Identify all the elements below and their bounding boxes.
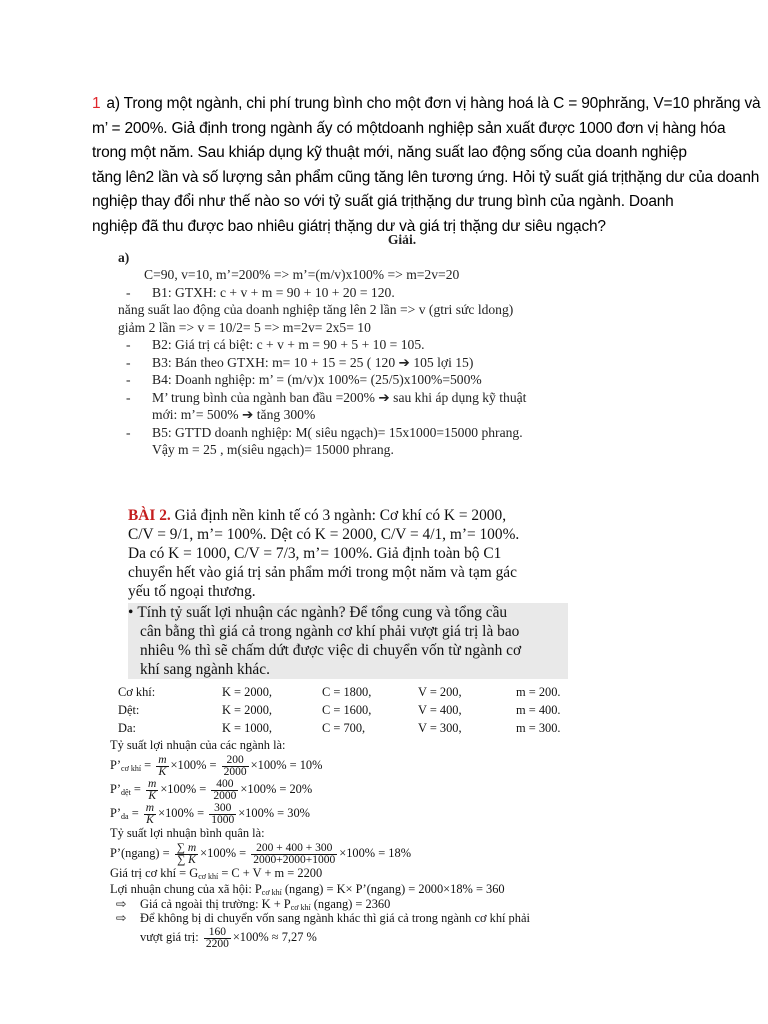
arrow-icon: ⇨ [116, 897, 127, 911]
solution-1 [118, 231, 658, 459]
solution-title: Giải. [387, 232, 417, 247]
solution-line: Vậy m = 25 , m(siêu ngạch)= 15000 phrang. [152, 442, 394, 457]
formula-co-khi: $P’_{cơ khí}$ = $\frac{m}{K}$ ×100% = $\frac{200}{2000}$ ×100% = 10% [110, 753, 323, 778]
solution-step: - M’ trung bình của ngành ban đầu =200% ➔ sau khi áp dụng kỹ thuật [126, 389, 527, 405]
bullet-line: khí sang ngành khác. [140, 661, 270, 678]
solution-2 [110, 683, 670, 949]
solution-step: - B4: Doanh nghiệp: m’ = (m/v)x 100%= (25/5)x100%=500% [126, 372, 482, 387]
question-1-line: trong một năm. Sau khiáp dụng kỹ thuật mới, năng suất lao động sống của doanh nghiệp [92, 144, 687, 161]
solution-line: C=90, v=10, m’=200% => m’=(m/v)x100% => m=2v=20 [144, 267, 460, 282]
industry-table [110, 683, 670, 737]
solution-part-label: a) [118, 249, 130, 265]
solution-step: - B1: GTXH: c + v + m = 90 + 10 + 20 = 120. [126, 284, 395, 300]
question-1 [92, 92, 761, 239]
solution-step: - B5: GTTD doanh nghiệp: M( siêu ngạch)= 15x1000=15000 phrang. [126, 424, 523, 440]
question-1-line: m’ = 200%. Giả định trong ngành ấy có mộtdoanh nghiệp sản xuất được 1000 đơn vị hàng hóa [92, 119, 726, 137]
solution-line: giảm 2 lần => v = 10/2= 5 => m=2v= 2x5= 10 [118, 319, 371, 335]
final-result: vượt giá trị: $\frac{160}{2200}$ ×100% ≈ 7,27 % [140, 925, 317, 950]
formula-da: $P’_{da}$ = $\frac{m}{K}$ ×100% = $\frac{300}{1000}$ ×100% = 30% [110, 801, 310, 826]
average-rate-heading: Tỷ suất lợi nhuận bình quân là: [110, 826, 265, 840]
arrow-icon: ⇨ [116, 911, 127, 925]
exercise-2-line: chuyển hết vào giá trị sản phẩm mới trong một năm và tạm gác [128, 564, 517, 581]
table-row: Cơ khí: K = 2000, C = 1800, V = 200, m = 200. [118, 684, 561, 699]
question-1-line: tăng lên2 lần và số lượng sản phẩm cũng tăng lên tương ứng. Hỏi tỷ suất giá trịthặng dư của doanh [92, 168, 760, 186]
exercise-2-line: C/V = 9/1, m’= 100%. Dệt có K = 2000, C/V = 4/1, m’= 100%. [128, 526, 520, 543]
solution-line: năng suất lao động của doanh nghiệp tăng lên 2 lần => v (gtri sức ldong) [118, 302, 514, 317]
solution-step: - B2: Giá trị cá biệt: c + v + m = 90 + 5 + 10 = 105. [126, 337, 425, 352]
table-row: Da: K = 1000, C = 700, V = 300, m = 300. [118, 720, 561, 735]
question-1-line: 1 a) Trong một ngành, chi phí trung bình cho một đơn vị hàng hoá là C = 90phrăng, V=10 phrăng và [92, 95, 761, 112]
profit-rate-heading: Tỷ suất lợi nhuận của các ngành là: [110, 738, 286, 752]
bullet-line: cân bằng thì giá cả trong ngành cơ khí phải vượt giá trị là bao [140, 623, 520, 640]
solution-line: mới: m’= 500% ➔ tăng 300% [152, 407, 316, 422]
bullet-line: nhiêu % thì sẽ chấm dứt được việc di chuyển vốn từ ngành cơ [140, 642, 522, 659]
exercise-2-line: BÀI 2. Giả định nền kinh tế có 3 ngành: Cơ khí có K = 2000, [128, 507, 507, 524]
solution-step: - B3: Bán theo GTXH: m= 10 + 15 = 25 ( 120 ➔ 105 lợi 15) [126, 354, 474, 370]
bullet-line: • Tính tỷ suất lợi nhuận các ngành? Để tổng cung và tổng cầu [128, 603, 562, 622]
question-number: 1 [92, 95, 101, 112]
exercise-2-line: Da có K = 1000, C/V = 7/3, m’= 100%. Giả định toàn bộ C1 [128, 545, 502, 562]
question-1-line: nghiệp đã thu được bao nhiêu giátrị thặng dư và giá trị thặng dư siêu ngạch? [92, 217, 606, 235]
formula-average: P’(ngang) = $\frac{\sum m}{\sum K}$ ×100% = $\frac{200 + 400 + 300}{2000+2000+1000}$ ×100% = 18% [110, 841, 412, 866]
exercise-2-line: yếu tố ngoại thương. [128, 583, 256, 600]
exercise-2-question [128, 603, 568, 679]
conclusion-line: ⇨ Giá cả ngoài thị trường: $K + P_{cơ khí}$ (ngang) = 2360 [110, 897, 670, 911]
profit-line: Lợi nhuận chung của xã hội: $P_{cơ khí}$ (ngang) = K× P’(ngang) = 2000×18% = 360 [110, 882, 505, 897]
formula-det: $P’_{dệt}$ = $\frac{m}{K}$ ×100% = $\frac{400}{2000}$ ×100% = 20% [110, 777, 313, 802]
exercise-2-label: BÀI 2. [128, 507, 171, 524]
exercise-2 [128, 506, 568, 679]
table-row: Dệt: K = 2000, C = 1600, V = 400, m = 400. [118, 702, 561, 717]
conclusion-line: ⇨ Để không bị di chuyển vốn sang ngành khác thì giá cả trong ngành cơ khí phải [110, 911, 670, 925]
question-1-line: nghiệp thay đổi như thế nào so với tỷ suất giá trịthặng dư trung bình của ngành. Doanh [92, 193, 674, 210]
value-line: Giá trị cơ khí = $G_{cơ khí} = C + V + m = 2200$ [110, 866, 323, 881]
